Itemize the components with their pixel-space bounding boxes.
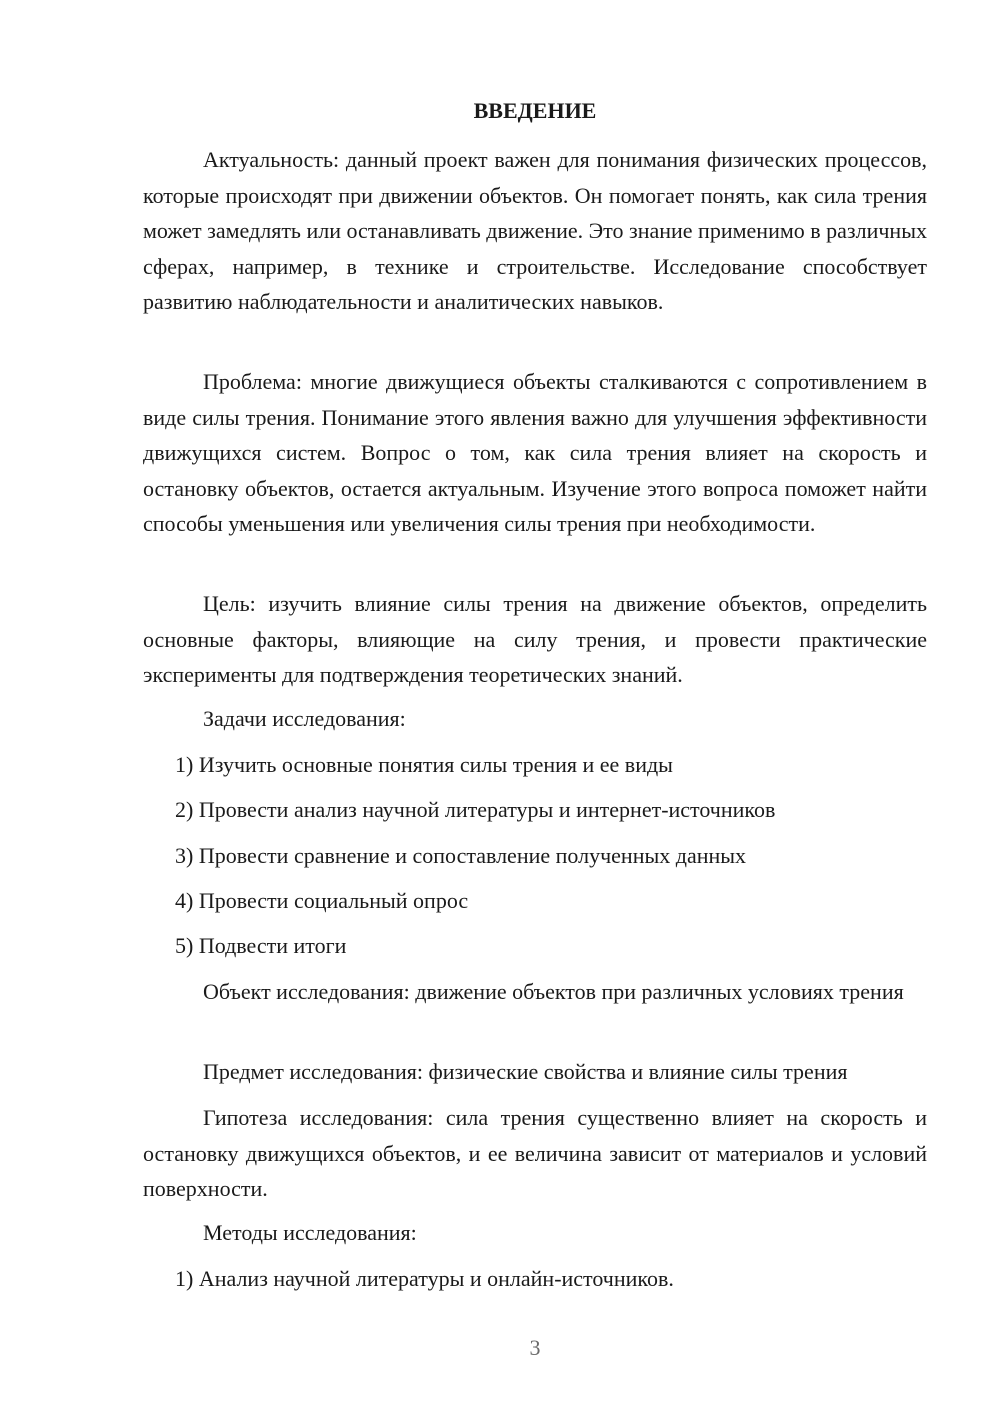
tasks-title: Задачи исследования: <box>203 706 406 731</box>
task-item-4: 4) Провести социальный опрос <box>175 888 469 913</box>
task-item-2: 2) Провести анализ научной литературы и интернет-источников <box>175 797 776 822</box>
task-item-3: 3) Провести сравнение и сопоставление полученных данных <box>175 843 747 868</box>
goal-paragraph: Цель: изучить влияние силы трения на движение объектов, определить основные факторы, влияющие на силу трения, и провести практические эксперименты для подтверждения теоретических знаний. <box>143 591 927 687</box>
page-title: ВВЕДЕНИЕ <box>473 98 597 123</box>
task-item-1: 1) Изучить основные понятия силы трения и ее виды <box>175 752 673 777</box>
method-item-1: 1) Анализ научной литературы и онлайн-источников. <box>175 1266 674 1291</box>
page-number: 3 <box>529 1335 541 1360</box>
relevance-paragraph: Актуальность: данный проект важен для понимания физических процессов, которые происходят при движении объектов. Он помогает понять, как сила трения может замедлять или останавливать движение. Это знание применимо в различных сферах, например, в технике и строительстве. Исследование способствует развитию наблюдательности и аналитических навыков. <box>143 147 927 314</box>
hypothesis-paragraph: Гипотеза исследования: сила трения существенно влияет на скорость и остановку движущихся объектов, и ее величина зависит от материалов и условий поверхности. <box>143 1105 927 1201</box>
task-item-5: 5) Подвести итоги <box>175 933 347 958</box>
methods-title: Методы исследования: <box>203 1220 417 1245</box>
object-paragraph: Объект исследования: движение объектов при различных условиях трения <box>203 979 904 1004</box>
problem-paragraph: Проблема: многие движущиеся объекты сталкиваются с сопротивлением в виде силы трения. Понимание этого явления важно для улучшения эффективности движущихся систем. Вопрос о том, как сила трения влияет на скорость и остановку объектов, остается актуальным. Изучение этого вопроса поможет найти способы уменьшения или увеличения силы трения при необходимости. <box>143 369 927 536</box>
subject-paragraph: Предмет исследования: физические свойства и влияние силы трения <box>203 1059 848 1084</box>
